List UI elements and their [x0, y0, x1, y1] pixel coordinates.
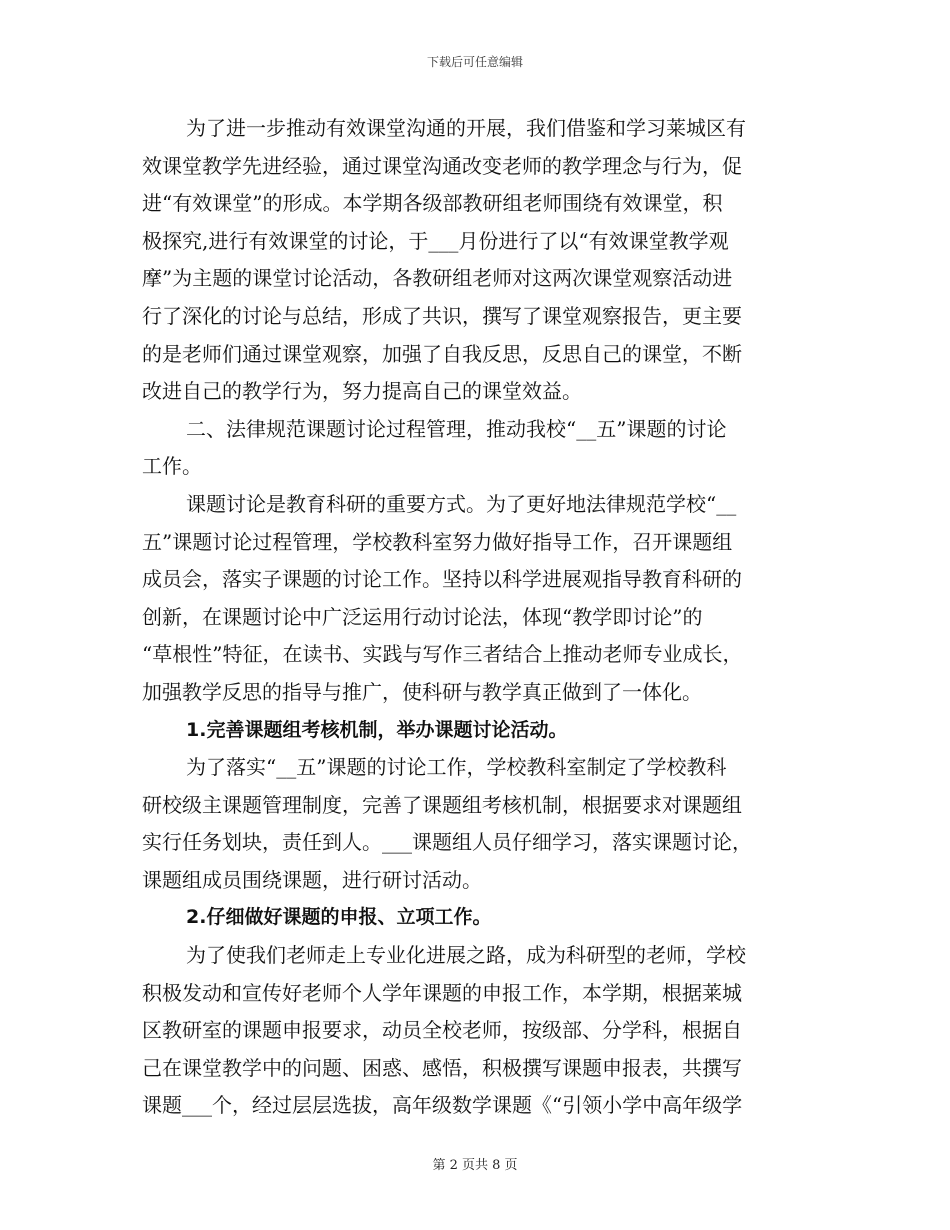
- text-line: 积极发动和宣传好老师个人学年课题的申报工作，本学期，根据莱城: [142, 980, 742, 1005]
- text-line: 研校级主课题管理制度，完善了课题组考核机制，根据要求对课题组: [142, 792, 742, 817]
- text-line: 极探究,进行有效课堂的讨论，于___月份进行了以“有效课堂教学观: [142, 228, 729, 253]
- page-number: 第 2 页共 8 页: [432, 1158, 518, 1173]
- text-line: 区教研室的课题申报要求，动员全校老师，按级部、分学科，根据自: [142, 1018, 742, 1043]
- subheading: 2.仔细做好课题的申报、立项工作。: [186, 906, 492, 929]
- section-heading: 二、法律规范课题讨论过程管理，推动我校“__五”课题的讨论: [186, 416, 727, 441]
- text-line: 效课堂教学先进经验，通过课堂沟通改变老师的教学理念与行为，促: [142, 153, 742, 178]
- text-line: 课题讨论是教育科研的重要方式。为了更好地法律规范学校“__: [186, 491, 737, 516]
- text-line: 五”课题讨论过程管理，学校教科室努力做好指导工作，召开课题组: [142, 529, 733, 554]
- text-line: 己在课堂教学中的问题、困惑、感悟，积极撰写课题申报表，共撰写: [142, 1055, 742, 1080]
- subheading: 1.完善课题组考核机制，举办课题讨论活动。: [186, 718, 568, 741]
- text-line: 为了使我们老师走上专业化进展之路，成为科研型的老师，学校: [186, 943, 746, 968]
- text-line: 改进自己的教学行为，努力提高自己的课堂效益。: [142, 379, 582, 404]
- text-line: 课题___个，经过层层选拔，高年级数学课题《“引领小学中高年级学: [142, 1093, 743, 1118]
- text-line: “草根性”特征，在读书、实践与写作三者结合上推动老师专业成长，: [142, 642, 743, 667]
- text-line: 课题组成员围绕课题，进行研讨活动。: [142, 867, 482, 892]
- text-line: 实行任务划块，责任到人。___课题组人员仔细学习，落实课题讨论，: [142, 830, 752, 855]
- text-line: 为了落实“__五”课题的讨论工作，学校教科室制定了学校教科: [186, 755, 727, 780]
- section-heading: 工作。: [142, 454, 202, 479]
- text-line: 摩”为主题的课堂讨论活动，各教研组老师对这两次课堂观察活动进: [142, 266, 733, 291]
- document-body: [142, 110, 796, 1125]
- text-line: 成员会，落实子课题的讨论工作。坚持以科学进展观指导教育科研的: [142, 567, 742, 592]
- text-line: 加强教学反思的指导与推广，使科研与教学真正做到了一体化。: [142, 679, 702, 704]
- page-header: 下载后可任意编辑: [426, 55, 523, 69]
- text-line: 为了进一步推动有效课堂沟通的开展，我们借鉴和学习莱城区有: [186, 116, 746, 140]
- text-line: 进“有效课堂”的形成。本学期各级部教研组老师围绕有效课堂，积: [142, 191, 723, 216]
- text-line: 行了深化的讨论与总结，形成了共识，撰写了课堂观察报告，更主要: [142, 303, 742, 328]
- text-line: 的是老师们通过课堂观察，加强了自我反思，反思自己的课堂，不断: [142, 341, 742, 366]
- text-line: 创新，在课题讨论中广泛运用行动讨论法，体现“教学即讨论”的: [142, 604, 703, 629]
